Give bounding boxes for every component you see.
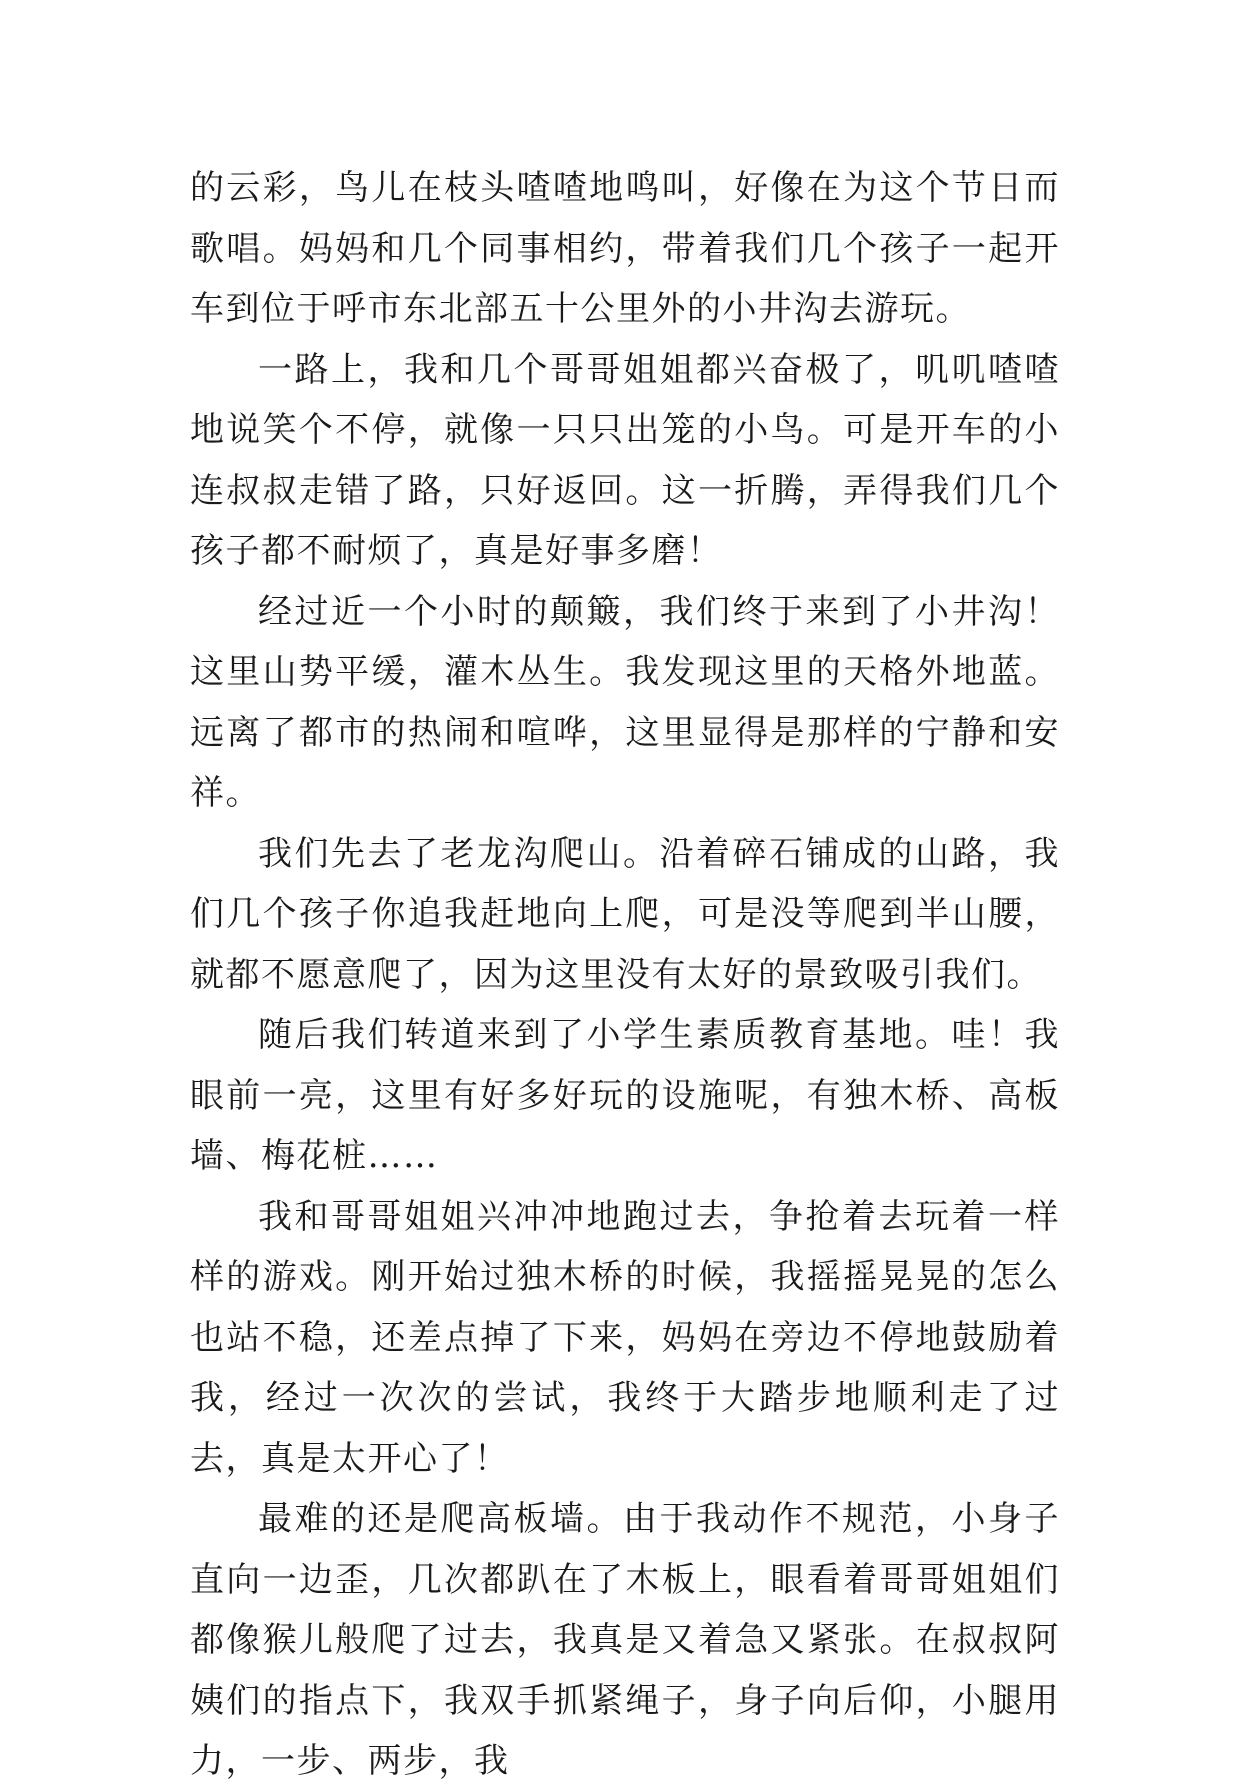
essay-body (190, 158, 1060, 1792)
paragraph-5: 随后我们转道来到了小学生素质教育基地。哇！我眼前一亮，这里有好多好玩的设施呢，有独木桥、高板墙、梅花桩…… (190, 1015, 1060, 1176)
paragraph-2: 一路上，我和几个哥哥姐姐都兴奋极了，叽叽喳喳地说笑个不停，就像一只只出笼的小鸟。可是开车的小连叔叔走错了路，只好返回。这一折腾，弄得我们几个孩子都不耐烦了，真是好事多磨！ (190, 349, 1060, 571)
paragraph-6: 我和哥哥姐姐兴冲冲地跑过去，争抢着去玩着一样样的游戏。刚开始过独木桥的时候，我摇摇晃晃的怎么也站不稳，还差点掉了下来，妈妈在旁边不停地鼓励着我，经过一次次的尝试，我终于大踏步地顺利走了过去，真是太开心了！ (190, 1196, 1060, 1479)
paragraph-1: 的云彩，鸟儿在枝头喳喳地鸣叫，好像在为这个节日而歌唱。妈妈和几个同事相约，带着我们几个孩子一起开车到位于呼市东北部五十公里外的小井沟去游玩。 (190, 168, 1060, 329)
paragraph-7: 最难的还是爬高板墙。由于我动作不规范，小身子直向一边歪，几次都趴在了木板上，眼看着哥哥姐姐们都像猴儿般爬了过去，我真是又着急又紧张。在叔叔阿姨们的指点下，我双手抓紧绳子，身子向后仰，小腿用力，一步、两步，我 (190, 1499, 1060, 1781)
paragraph-4: 我们先去了老龙沟爬山。沿着碎石铺成的山路，我们几个孩子你追我赶地向上爬，可是没等爬到半山腰，就都不愿意爬了，因为这里没有太好的景致吸引我们。 (190, 833, 1060, 995)
paragraph-3: 经过近一个小时的颠簸，我们终于来到了小井沟！这里山势平缓，灌木丛生。我发现这里的天格外地蓝。远离了都市的热闹和喧哗，这里显得是那样的宁静和安祥。 (190, 591, 1060, 813)
